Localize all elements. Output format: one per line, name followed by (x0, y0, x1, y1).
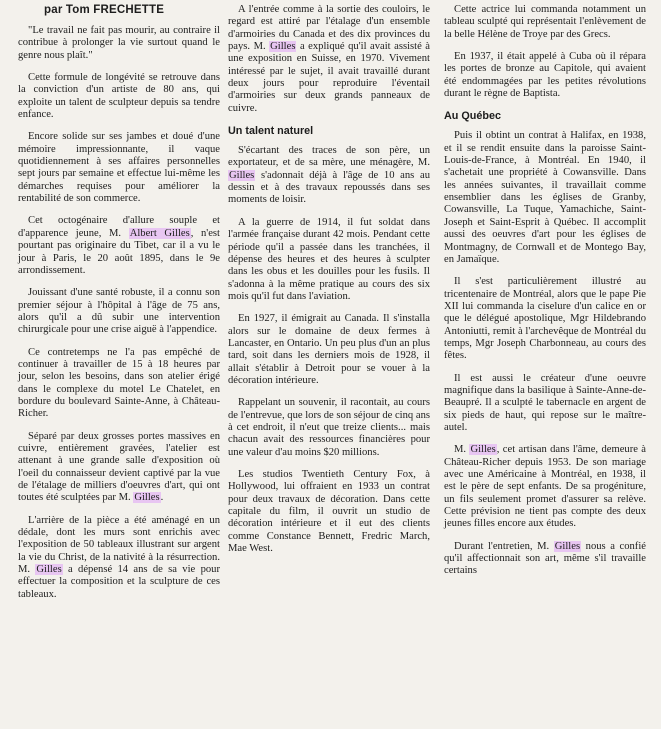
paragraph: Ce contretemps ne l'a pas empêché de continuer à travailler de 15 à 18 heures par jour, selon les besoins, dans son atelier érigé dans le complexe du motel Le Chatelet, en bordure du boulevard Sainte-Anne, à Château-Richer. (18, 346, 220, 420)
paragraph-highlighted: L'arrière de la pièce a été aménagé en un dédale, dont les murs sont enrichis avec l'exposition de 50 tableaux illustrant sur argent la vie du Christ, de la nativité à la résurrection. M. Gilles a dépensé 14 ans de sa vie pour effectuer la composition et la sculpture de ces tableaux. (18, 514, 220, 600)
paragraph: Cette actrice lui commanda notamment un tableau sculpté qui représentait l'enlèvement de la belle Hélène de Troye par des Grecs. (444, 4, 646, 40)
search-highlight: Gilles (36, 564, 62, 576)
paragraph-highlighted: Séparé par deux grosses portes massives en cuivre, entièrement gravées, l'atelier est attenant à une grande salle d'exposition où l'oeil du connaisseur devient captivé par la vue de l'étalage de milliers d'oeuvres d'art, qui ont toutes été sculptées par M. Gilles. (18, 430, 220, 504)
paragraph: A la guerre de 1914, il fut soldat dans l'armée française durant 42 mois. Pendant cette période qu'il a passée dans les tranchées, il dépense des heures et des heures à sculpter dans les obus et les douilles pour les fusils. Il s'adonna à la même pratique au cours des six mois qu'il fut dans l'aviation. (228, 216, 430, 302)
paragraph-highlighted: S'écartant des traces de son père, un exportateur, et de sa mère, une ménagère, M. Gilles s'adonnait déjà à l'âge de 10 ans au dessin et à des travaux repoussés dans ses moments de loisir. (228, 145, 430, 206)
byline: par Tom FRECHETTE (44, 4, 165, 16)
paragraph: "Le travail ne fait pas mourir, au contraire il contribue à prolonger la vie surtout quand le genre nous plaît." (18, 25, 220, 61)
paragraph: Jouissant d'une santé robuste, il a connu son premier séjour à l'hôpital à l'âge de 75 ans, alors qu'il a dû subir une intervention chirurgicale pour une crise aiguë à l'appendice. (18, 287, 220, 336)
search-highlight: Gilles (134, 492, 160, 504)
search-highlight: Gilles (470, 444, 496, 456)
paragraph: Cette formule de longévité se retrouve dans la conviction d'un artiste de 80 ans, qui exploite un talent de sculpteur depuis sa tendre enfance. (18, 72, 220, 121)
column-2 (228, 4, 430, 565)
search-highlight: Gilles (270, 41, 296, 53)
search-highlight: Albert Gilles (129, 227, 190, 239)
paragraph-highlighted: A l'entrée comme à la sortie des couloirs, le regard est attiré par l'étalage d'un ensemble d'armoiries du Canada et des dix provinces du pays. M. Gilles a expliqué qu'il avait assisté à une exposition en Suisse, en 1970. Vivement intéressé par le sujet, il avait travaillé durant deux jours pour reproduire l'éventail d'armoiries sur deux grands panneaux de cuivre. (228, 4, 430, 114)
paragraph: En 1937, il était appelé à Cuba où il répara les portes de bronze au Capitole, qui avaient été endommagées par les petites révolutions durant le règne de Baptista. (444, 51, 646, 100)
paragraph-highlighted: Cet octogénaire d'allure souple et d'apparence jeune, M. Albert Gilles, n'est pourtant pas originaire du Tibet, car il a vu le jour à Paris, le 20 août 1895, dans le 9e arrondissement. (18, 215, 220, 276)
paragraph: Encore solide sur ses jambes et doué d'une mémoire impressionnante, il vaque quotidiennement à ses affaires personnelles sept jours par semaine et effectue lui-même les démarches requises pour améliorer la rentabilité de son commerce. (18, 131, 220, 205)
paragraph: Puis il obtint un contrat à Halifax, en 1938, et il se rendit ensuite dans la paroisse Saint-Louis-de-France, à Montréal. En 1940, il s'achetait une propriété à Cowansville. Dans les années suivantes, il travaillait comme ensemblier dans les églises de Granby, Cowansville, La Tuque, Yamachiche, Saint-Joseph et Saint-Esprit à Québec. Il accomplit aussi des oeuvres d'art pour les églises de Montmagny, de Cornwall et de Montego Bay, en Jamaïque. (444, 130, 646, 265)
paragraph: Il est aussi le créateur d'une oeuvre magnifique dans la basilique à Sainte-Anne-de-Beaupré. Il a sculpté le tabernacle en argent de six pieds de haut, qui repose sur le maître-autel. (444, 372, 646, 433)
column-3 (444, 4, 646, 588)
column-1 (18, 4, 220, 611)
subheading-quebec: Au Québec (444, 110, 501, 123)
paragraph: En 1927, il émigrait au Canada. Il s'installa alors sur le domaine de deux fermes à Lancaster, en Ontario. Un peu plus d'un an plus tard, soit dans les derniers mois de 1928, il allait s'établir à Detroit pour se vouer à la décoration intérieure. (228, 313, 430, 386)
paragraph: Rappelant un souvenir, il racontait, au cours de l'entrevue, que lors de son séjour de cinq ans à cet endroit, il n'eut que treize clients... mais chacun avait des ressources financières pour une valeur d'au moins $20 millions. (228, 397, 430, 458)
paragraph-highlighted: M. Gilles, cet artisan dans l'âme, demeure à Château-Richer depuis 1953. De son mariage avec une Américaine à Montréal, en 1938, il est le père de sept enfants. De sa progéniture, un fils seulement promet d'assurer sa relève. Cette prévision ne tient pas compte des deux jeunes filles encore aux études. (444, 444, 647, 530)
search-highlight: Gilles (554, 540, 581, 552)
search-highlight: Gilles (229, 169, 255, 181)
paragraph: Il s'est particulièrement illustré au tricentenaire de Montréal, alors que le pape Pie XII lui commanda la ciselure d'un calice en or que le délégué apostolique, Mgr Hildebrando Antoniutti, remit à l'archevêque de Montréal du temps, Mgr Joseph Charbonneau, au cours des fêtes. (444, 276, 646, 362)
paragraph-highlighted: Durant l'entretien, M. Gilles nous a confié qu'il affectionnait son art, même s'il travaille certains (444, 540, 646, 577)
paragraph: Les studios Twentieth Century Fox, à Hollywood, lui offraient en 1933 un contrat pour deux travaux de décoration. Dans cette capitale du film, il ouvrit un studio de décoration intérieure et il eut des clients comme Constance Bennett, Fredric March, Mae West. (228, 469, 430, 555)
subheading-talent: Un talent naturel (228, 125, 314, 138)
